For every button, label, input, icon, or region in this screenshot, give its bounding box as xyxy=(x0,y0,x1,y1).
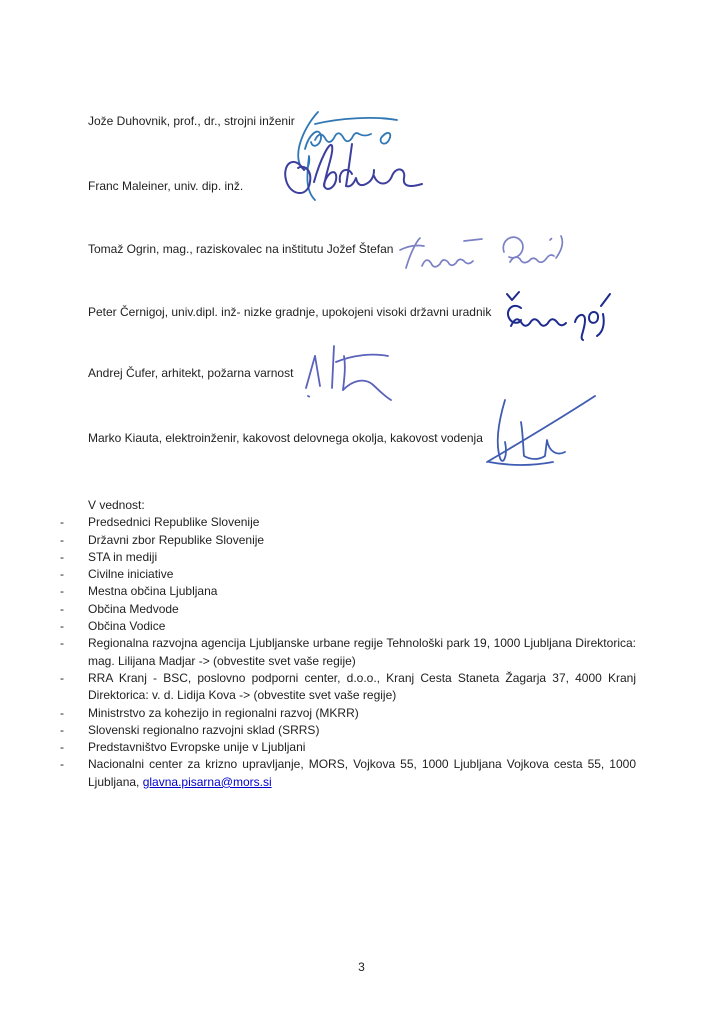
list-dash: - xyxy=(60,567,64,582)
list-dash: - xyxy=(60,549,64,564)
distribution-item xyxy=(60,514,636,531)
distribution-item xyxy=(60,635,636,670)
list-dash: - xyxy=(60,670,64,685)
distribution-item xyxy=(60,583,636,600)
distribution-item xyxy=(60,618,636,635)
distribution-item-line-text: Ljubljana, xyxy=(88,774,143,789)
list-dash: - xyxy=(60,532,64,547)
duhovnik-signature-icon xyxy=(285,104,410,204)
list-dash: - xyxy=(60,619,64,634)
distribution-item-text: Občina Medvode xyxy=(88,601,179,616)
distribution-item xyxy=(60,549,636,566)
distribution-item xyxy=(60,756,636,791)
distribution-item xyxy=(60,705,636,722)
distribution-item-text xyxy=(88,756,636,791)
distribution-item-line: Regionalna razvojna agencija Ljubljanske urbane regije Tehnološki park 19, 1000 Ljubljana Direktorica: xyxy=(88,636,636,651)
kiauta-signature-icon xyxy=(481,384,603,468)
cernigoj-signature-icon xyxy=(497,286,611,341)
signatory-name-cernigoj: Peter Černigoj, univ.dipl. inž- nizke gradnje, upokojeni visoki državni uradnik xyxy=(88,305,492,319)
list-dash: - xyxy=(60,515,64,530)
distribution-item-line: mag. Lilijana Madjar -> (obvestite svet vaše regije) xyxy=(88,653,356,668)
list-dash: - xyxy=(60,722,64,737)
distribution-item-text: Civilne iniciative xyxy=(88,567,174,582)
signatory-name-kiauta: Marko Kiauta, elektroinženir, kakovost delovnega okolja, kakovost vodenja xyxy=(88,431,483,445)
cufer-signature-icon xyxy=(298,342,394,406)
distribution-item-text xyxy=(88,635,636,670)
distribution-item-line xyxy=(88,774,636,791)
maleiner-signature-icon xyxy=(280,136,428,206)
distribution-item xyxy=(60,739,636,756)
signatory-name-ogrin: Tomaž Ogrin, mag., raziskovalec na inštitutu Jožef Štefan xyxy=(88,242,394,256)
list-dash: - xyxy=(60,705,64,720)
list-dash: - xyxy=(60,584,64,599)
distribution-item xyxy=(60,601,636,618)
distribution-item-text: Ministrstvo za kohezijo in regionalni razvoj (MKRR) xyxy=(88,705,359,720)
distribution-item-text: Občina Vodice xyxy=(88,619,166,634)
signatory-name-cufer: Andrej Čufer, arhitekt, požarna varnost xyxy=(88,366,294,380)
signatory-name-maleiner: Franc Maleiner, univ. dip. inž. xyxy=(88,179,244,193)
list-dash: - xyxy=(60,740,64,755)
distribution-item-line: RRA Kranj - BSC, poslovno podporni center, d.o.o., Kranj Cesta Staneta Žagarja 37, 4000 Kranj xyxy=(88,670,636,685)
distribution-item-text: STA in mediji xyxy=(88,549,158,564)
list-dash: - xyxy=(60,601,64,616)
distribution-item-line: Nacionalni center za krizno upravljanje, MORS, Vojkova 55, 1000 Ljubljana Vojkova cesta 55, 1000 xyxy=(88,757,636,772)
ogrin-signature-icon xyxy=(398,228,570,280)
list-dash: - xyxy=(60,636,64,651)
distribution-item xyxy=(60,670,636,705)
distribution-item-text: Predsednici Republike Slovenije xyxy=(88,515,260,530)
distribution-list xyxy=(60,497,636,791)
distribution-item-text: Državni zbor Republike Slovenije xyxy=(88,532,265,547)
distribution-item xyxy=(60,566,636,583)
page-number: 3 xyxy=(358,960,365,974)
distribution-item-text xyxy=(88,670,636,705)
distribution-item-line: Direktorica: v. d. Lidija Kova -> (obvestite svet vaše regije) xyxy=(88,688,397,703)
distribution-item xyxy=(60,532,636,549)
distribution-heading: V vednost: xyxy=(88,498,145,512)
distribution-item-text: Mestna občina Ljubljana xyxy=(88,584,218,599)
signatory-name-duhovnik: Jože Duhovnik, prof., dr., strojni inženir xyxy=(88,114,295,128)
email-link[interactable]: glavna.pisarna@mors.si xyxy=(142,774,272,789)
list-dash: - xyxy=(60,757,64,772)
distribution-item xyxy=(60,722,636,739)
distribution-item-text: Predstavništvo Evropske unije v Ljubljani xyxy=(88,740,306,755)
distribution-item-text: Slovenski regionalno razvojni sklad (SRRS) xyxy=(88,722,320,737)
